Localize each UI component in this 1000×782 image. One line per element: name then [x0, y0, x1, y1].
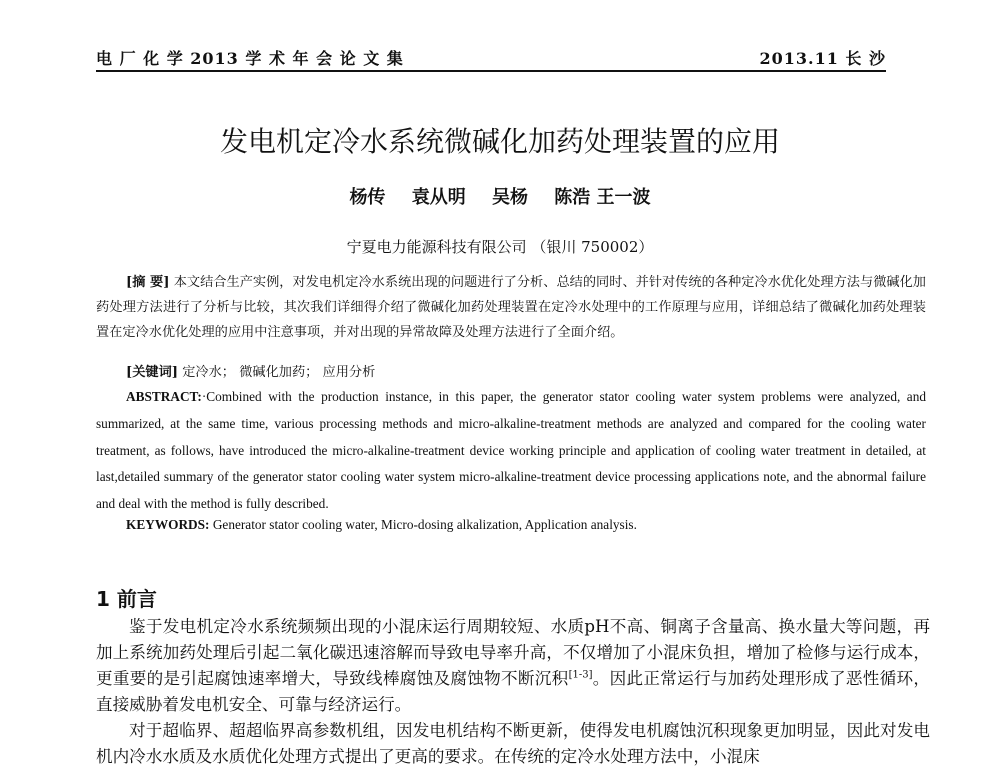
author-4: 陈浩 王一波: [554, 187, 651, 208]
abstract-en-label: ABSTRACT:: [126, 389, 202, 404]
section-heading: 1 前言: [96, 587, 157, 611]
paragraph-2: 对于超临界、超超临界高参数机组，因发电机结构不断更新，使得发电机腐蚀沉积现象更加明显，因此对发电机内冷水水质及水质优化处理方式提出了更高的要求。在传统的定冷水处理方法中，小混床: [96, 721, 930, 766]
keywords-en-label: KEYWORDS:: [126, 517, 210, 532]
keywords-english: [126, 517, 637, 533]
header-journal: 电 厂 化 学 2013 学 术 年 会 论 文 集: [96, 49, 404, 68]
citation-ref: [1-3]: [568, 669, 593, 681]
author-2: 袁从明: [411, 187, 466, 208]
abstract-cn-text: 本文结合生产实例，对发电机定冷水系统出现的问题进行了分析、总结的同时、并针对传统的各种定冷水优化处理方法与微碱化加药处理方法进行了分析与比较，其次我们详细得介绍了微碱化加药处理装置在定冷水处理中的工作原理与应用，详细总结了微碱化加药处理装置在定冷水优化处理的应用中注意事项，并对出现的异常故障及处理方法进行了全面介绍。: [96, 275, 926, 340]
abstract-cn-label: [摘 要]: [126, 275, 170, 290]
author-list: [0, 183, 1000, 209]
keywords-cn-label: [关键词]: [126, 365, 179, 380]
keywords-chinese: [126, 361, 375, 380]
paper-title: 发电机定冷水系统微碱化加药处理装置的应用: [219, 125, 780, 158]
abstract-english: [96, 384, 926, 518]
abstract-chinese: [96, 270, 926, 345]
paragraph-1: 鉴于发电机定冷水系统频频出现的小混床运行周期较短、水质pH不高、铜离子含量高、换水量大等问题，再加上系统加药处理后引起二氧化碳迅速溶解而导致电导率升高，不仅增加了小混床负担，增加了检修与运行成本，更重要的是引起腐蚀速率增大，导致线棒腐蚀及腐蚀物不断沉积[1-3]。因此正常运行与加药处理形成了恶性循环，直接威胁着发电机安全、可靠与经济运行。: [96, 617, 931, 714]
abstract-en-text: ·Combined with the production instance, in this paper, the generator stator cooling water system problems were analyzed, and summarized, at the same time, various processing methods and micro-alkaline-treatment methods are analyzed and compared for the cooling water treatment, as follows, have introduced the micro-alkaline-treatment device working principle and application of cooling water treatment in detailed, at last,detailed summary of the generator stator cooling water system micro-alkaline-treatment device processing applications note, and the abnormal failure and deal with the method is fully described.: [96, 389, 926, 512]
keywords-cn-text: 定冷水； 微碱化加药； 应用分析: [182, 365, 376, 380]
author-3: 吴杨: [492, 187, 528, 208]
keywords-en-text: Generator stator cooling water, Micro-dosing alkalization, Application analysis.: [212, 517, 637, 532]
affiliation: 宁夏电力能源科技有限公司 （银川 750002）: [346, 238, 654, 256]
header-date-place: 2013.11 长 沙: [759, 49, 886, 68]
author-1: 杨传: [349, 187, 386, 208]
body-text: [96, 614, 930, 770]
running-header: [96, 44, 886, 72]
